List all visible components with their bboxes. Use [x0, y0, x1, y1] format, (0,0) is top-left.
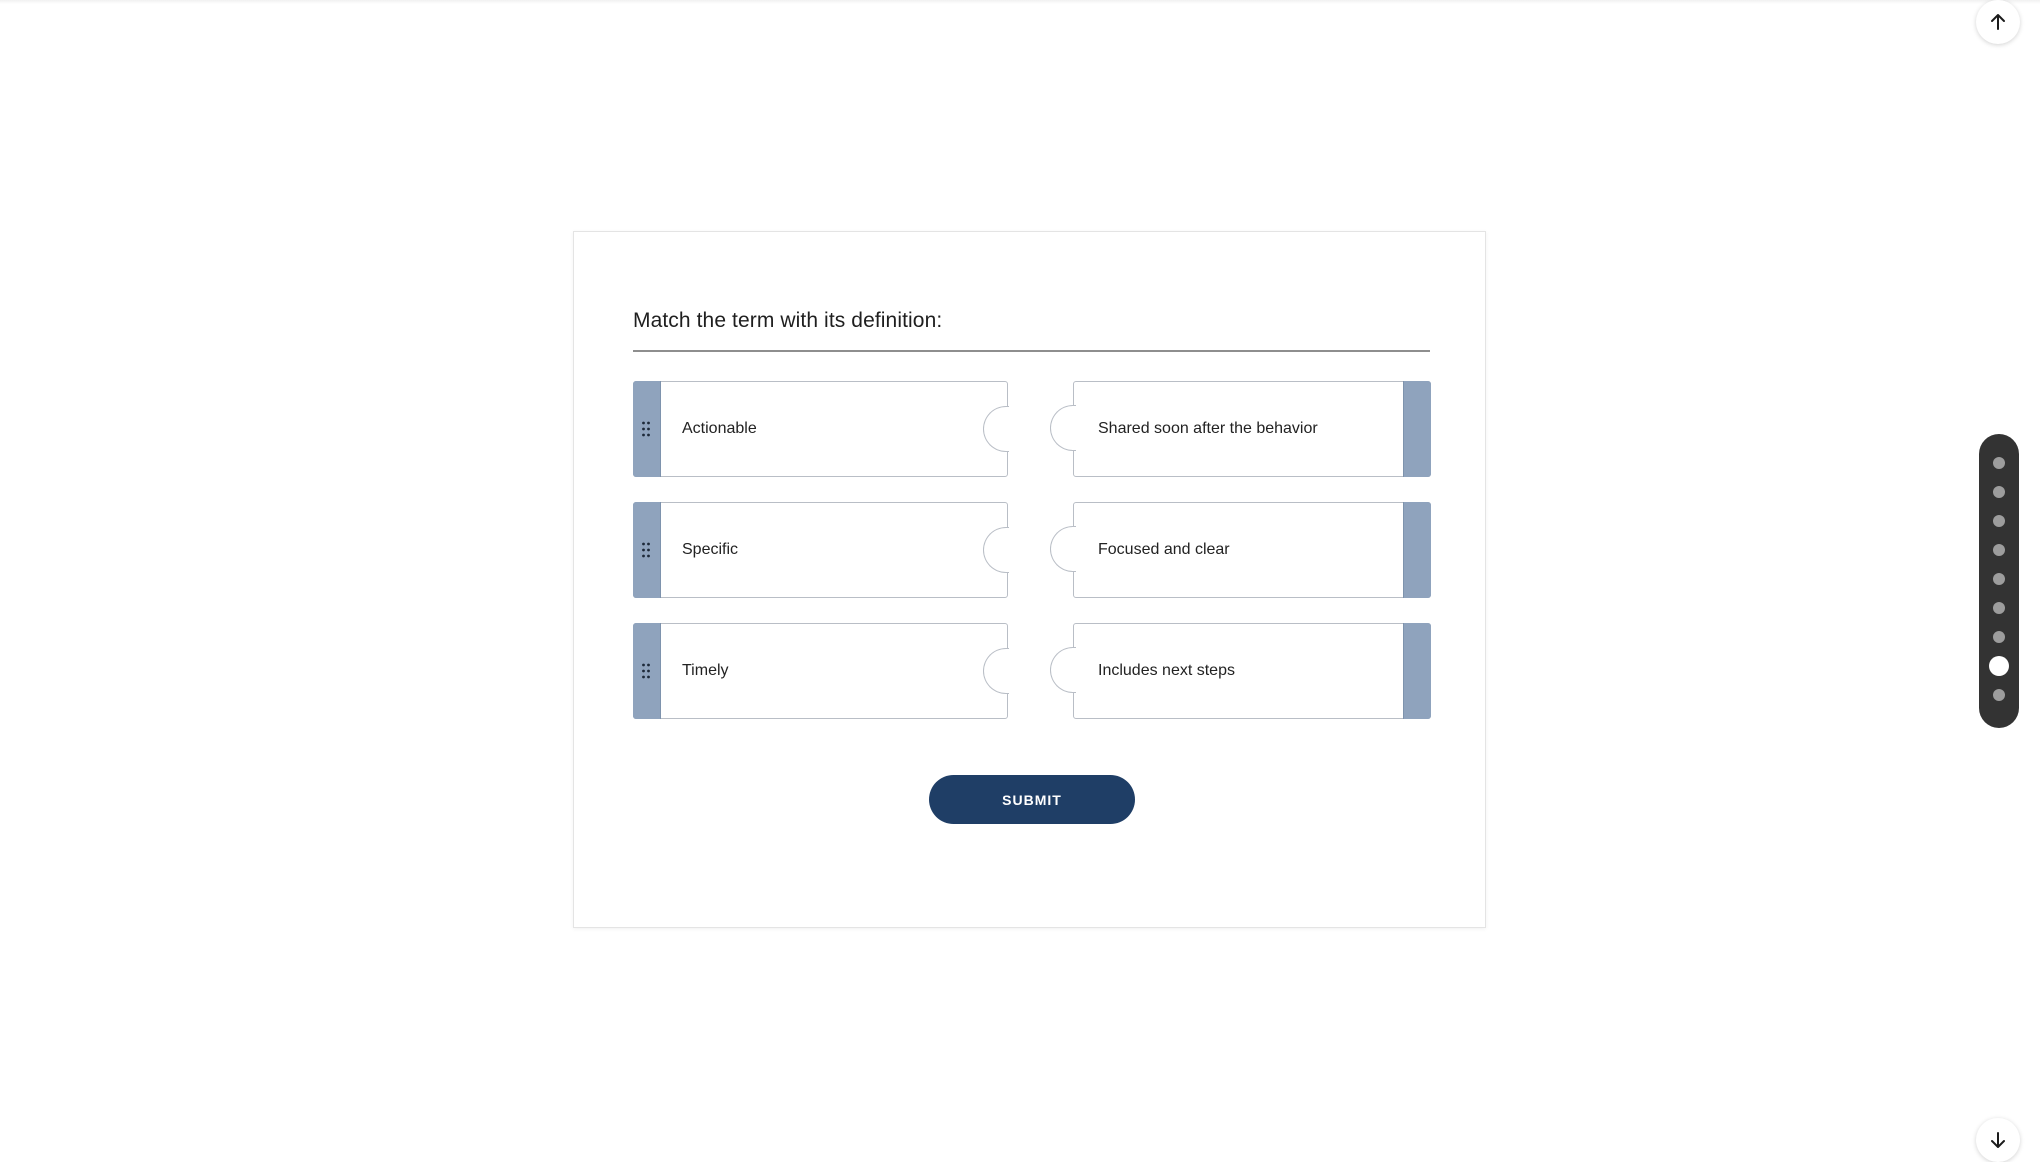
notch-edge-mask	[1006, 528, 1009, 572]
term-piece-specific[interactable]	[633, 502, 1008, 598]
progress-dot-6[interactable]	[1993, 602, 2005, 614]
progress-dot-2[interactable]	[1993, 486, 2005, 498]
arrow-up-icon	[1988, 12, 2008, 32]
progress-dot-9[interactable]	[1993, 689, 2005, 701]
definition-bar	[1403, 502, 1431, 598]
definition-label: Includes next steps	[1098, 662, 1235, 679]
progress-dot-4[interactable]	[1993, 544, 2005, 556]
term-piece-actionable[interactable]	[633, 381, 1008, 477]
arrow-down-icon	[1988, 1130, 2008, 1150]
notch-edge-mask	[1006, 649, 1009, 693]
drag-dots-icon	[641, 663, 651, 679]
top-edge-shadow	[0, 0, 2040, 4]
drag-dots-icon	[641, 542, 651, 558]
progress-dot-8-current[interactable]	[1989, 656, 2009, 676]
term-piece-timely[interactable]	[633, 623, 1008, 719]
progress-dot-1[interactable]	[1993, 457, 2005, 469]
section-progress-nav	[1979, 434, 2019, 728]
question-card	[573, 231, 1486, 928]
tab-edge-mask	[1072, 406, 1076, 450]
progress-dot-5[interactable]	[1993, 573, 2005, 585]
progress-dot-3[interactable]	[1993, 515, 2005, 527]
definition-bar	[1403, 381, 1431, 477]
definition-piece-shared-soon[interactable]	[1050, 381, 1431, 477]
term-label: Specific	[682, 541, 739, 558]
definition-label: Focused and clear	[1098, 541, 1230, 558]
definition-piece-next-steps[interactable]	[1050, 623, 1431, 719]
term-label: Timely	[682, 662, 729, 679]
term-label: Actionable	[682, 420, 757, 437]
scroll-down-button[interactable]	[1976, 1118, 2020, 1162]
scroll-up-button[interactable]	[1976, 0, 2020, 44]
prompt-divider	[633, 350, 1430, 352]
tab-edge-mask	[1072, 648, 1076, 692]
drag-handle[interactable]	[633, 623, 661, 719]
drag-dots-icon	[641, 421, 651, 437]
drag-handle[interactable]	[633, 502, 661, 598]
question-prompt: Match the term with its definition:	[633, 309, 943, 332]
tab-edge-mask	[1072, 527, 1076, 571]
submit-button[interactable]: SUBMIT	[929, 775, 1135, 824]
definition-label: Shared soon after the behavior	[1098, 420, 1318, 437]
progress-dot-7[interactable]	[1993, 631, 2005, 643]
drag-handle[interactable]	[633, 381, 661, 477]
definition-piece-focused[interactable]	[1050, 502, 1431, 598]
notch-edge-mask	[1006, 407, 1009, 451]
definition-bar	[1403, 623, 1431, 719]
